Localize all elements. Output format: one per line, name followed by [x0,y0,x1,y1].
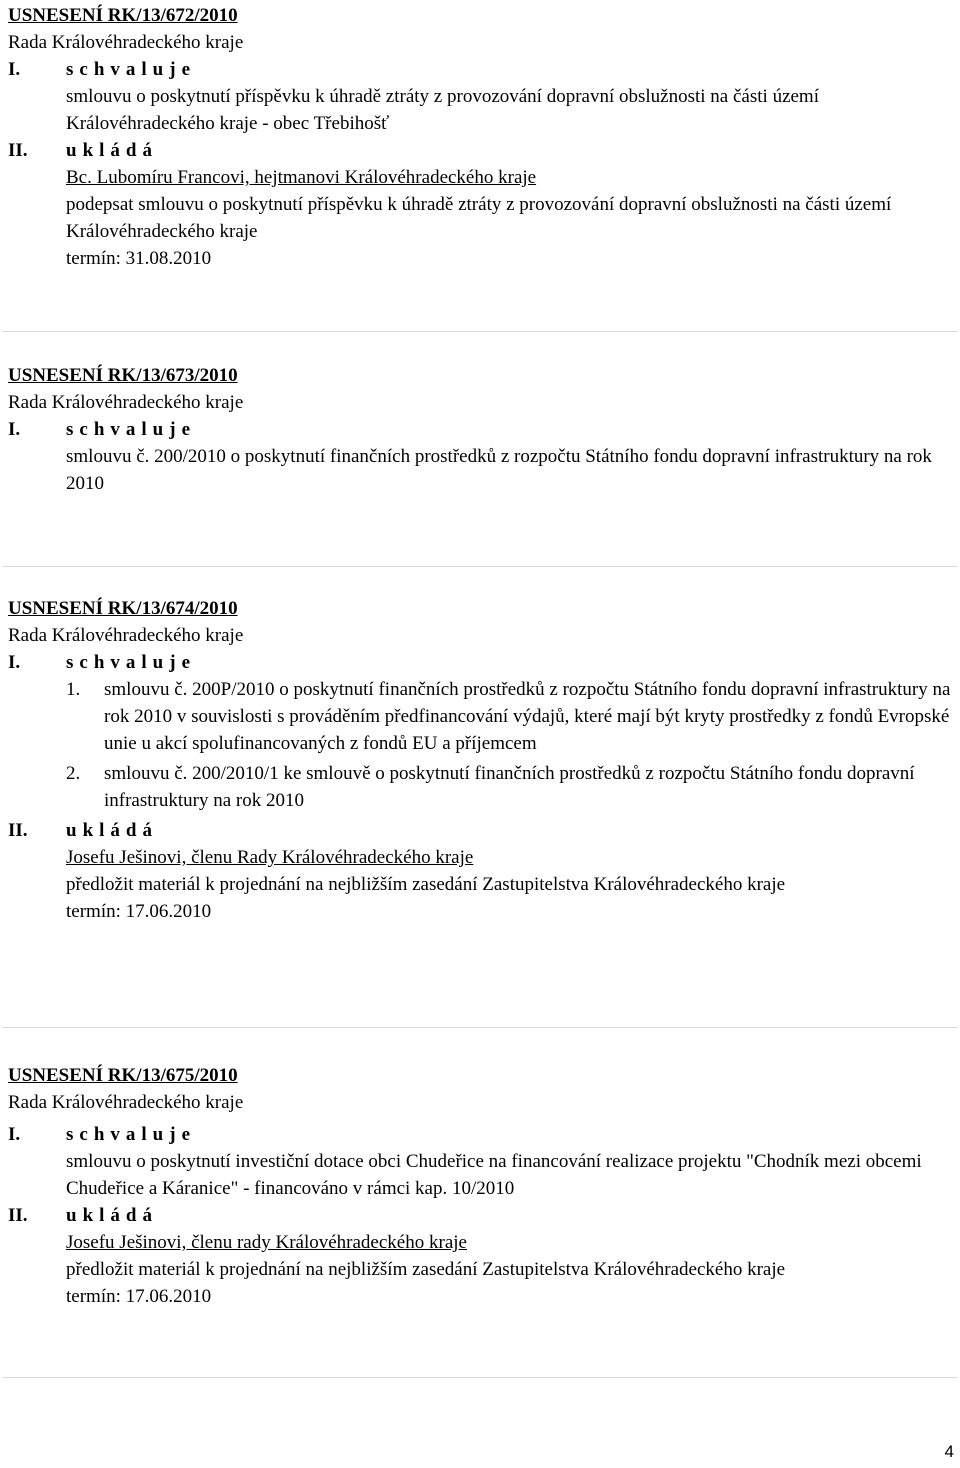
page-number: 4 [944,1442,954,1461]
approval-list [66,676,953,814]
section-verb: ukládá [66,1205,158,1226]
resolution-authority: Rada Královéhradeckého kraje [8,625,244,646]
responsible-person: Josefu Ješinovi, členu Rady Královéhradeckého kraje [66,847,474,868]
section-numeral: I. [8,419,21,440]
section-verb: ukládá [66,140,158,161]
section-text: smlouvu o poskytnutí investiční dotace obci Chudeřice na financování realizace projektu "Chodník mezi obcemi Chudeřice a Káranice" - financováno v rámci kap. 10/2010 [66,1151,922,1199]
separator-line [2,1027,958,1028]
section-approves [8,1121,953,1202]
separator-line [2,331,958,332]
section-numeral: II. [8,1205,28,1226]
list-item [66,676,953,757]
task-text: předložit materiál k projednání na nejbližším zasedání Zastupitelstva Královéhradeckého kraje [66,874,786,895]
resolution-674 [8,595,953,925]
section-assigns [8,817,953,925]
resolution-672 [8,2,953,272]
task-text: předložit materiál k projednání na nejbližším zasedání Zastupitelstva Královéhradeckého kraje [66,1259,786,1280]
section-verb: ukládá [66,820,158,841]
section-numeral: I. [8,59,21,80]
section-numeral: I. [8,1124,21,1145]
section-verb: schvaluje [66,1124,196,1145]
separator-line [2,1377,958,1378]
list-item-number: 2. [66,763,81,784]
section-numeral: I. [8,652,21,673]
list-item [66,760,953,814]
section-text: smlouvu o poskytnutí příspěvku k úhradě ztráty z provozování dopravní obslužnosti na části území Královéhradeckého kraje - obec Třebihošť [66,86,819,134]
section-numeral: II. [8,820,28,841]
resolution-authority: Rada Královéhradeckého kraje [8,392,244,413]
resolution-title: USNESENÍ RK/13/673/2010 [8,365,238,386]
responsible-person: Bc. Lubomíru Francovi, hejtmanovi Královéhradeckého kraje [66,167,537,188]
resolution-title: USNESENÍ RK/13/674/2010 [8,598,238,619]
list-item-text: smlouvu č. 200P/2010 o poskytnutí finančních prostředků z rozpočtu Státního fondu dopravní infrastruktury na rok 2010 v souvislosti s prováděním předfinancování výdajů, které mají být kryty prostředky z fondů Evropské unie u akcí spolufinancovaných z fondů EU a příjemcem [104,679,951,754]
section-verb: schvaluje [66,419,196,440]
resolution-673 [8,362,953,497]
list-item-number: 1. [66,679,81,700]
resolution-authority: Rada Královéhradeckého kraje [8,32,244,53]
deadline: termín: 17.06.2010 [66,901,212,922]
responsible-person: Josefu Ješinovi, členu rady Královéhradeckého kraje [66,1232,467,1253]
resolution-authority: Rada Královéhradeckého kraje [8,1092,244,1113]
deadline: termín: 31.08.2010 [66,248,212,269]
resolution-title: USNESENÍ RK/13/672/2010 [8,5,238,26]
resolution-title: USNESENÍ RK/13/675/2010 [8,1065,238,1086]
task-text: podepsat smlouvu o poskytnutí příspěvku k úhradě ztráty z provozování dopravní obslužnosti na části území Královéhradeckého kraje [66,194,892,242]
section-text: smlouvu č. 200/2010 o poskytnutí finančních prostředků z rozpočtu Státního fondu dopravní infrastruktury na rok 2010 [66,446,932,494]
section-verb: schvaluje [66,652,196,673]
deadline: termín: 17.06.2010 [66,1286,212,1307]
section-approves [8,56,953,137]
section-verb: schvaluje [66,59,196,80]
section-approves [8,416,953,497]
section-approves [8,649,953,814]
separator-line [2,566,958,567]
section-assigns [8,137,953,272]
section-numeral: II. [8,140,28,161]
list-item-text: smlouvu č. 200/2010/1 ke smlouvě o poskytnutí finančních prostředků z rozpočtu Státního fondu dopravní infrastruktury na rok 2010 [104,763,915,811]
resolution-675 [8,1062,953,1310]
section-assigns [8,1202,953,1310]
